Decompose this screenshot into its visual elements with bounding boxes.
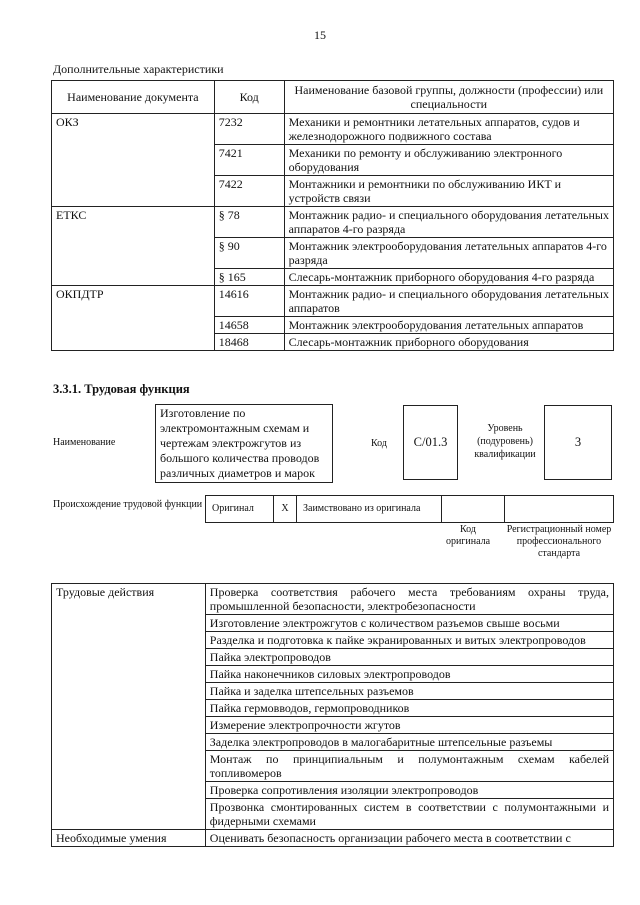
code-cell: § 165 [214,269,284,286]
name-label: Наименование [53,437,116,448]
labor-action-cell: Заделка электропроводов в малогабаритные штепсельные разъемы [205,734,613,751]
labor-action-label: Трудовые действия [52,584,206,830]
occupation-cell: Монтажники и ремонтники по обслуживанию ИКТ и устройств связи [284,176,613,207]
header-document: Наименование документа [52,81,215,114]
document-cell: ОКЗ [52,114,215,207]
table-row [52,207,614,238]
code-cell: 7421 [214,145,284,176]
section-title: 3.3.1. Трудовая функция [53,382,190,396]
code-cell: 7232 [214,114,284,145]
labor-action-cell: Проверка сопротивления изоляции электропроводов [205,782,613,799]
function-details-table [51,583,614,847]
origin-table [205,495,614,523]
page-number: 15 [314,28,326,42]
table-row [52,584,614,615]
labor-action-cell: Прозвонка смонтированных систем в соответствии с полумонтажными и фидерными схемами [205,799,613,830]
origin-code-cell [442,496,505,523]
required-skill-cell: Оценивать безопасность организации рабочего места в соответствии с [205,830,613,847]
table-row [52,830,614,847]
occupation-cell: Монтажник радио- и специального оборудования летательных аппаратов 4-го разряда [284,207,613,238]
origin-reg-number-cell [505,496,614,523]
additional-characteristics-table [51,80,614,351]
document-cell: ОКПДТР [52,286,215,351]
function-code-box: С/01.3 [403,405,458,480]
origin-code-caption: Код оригинала [445,524,491,547]
header-occupation: Наименование базовой группы, должности (профессии) или специальности [284,81,613,114]
table-row [52,114,614,145]
labor-action-cell: Пайка и заделка штепсельных разъемов [205,683,613,700]
occupation-cell: Слесарь-монтажник приборного оборудования [284,334,613,351]
labor-action-cell: Монтаж по принципиальным и полумонтажным схемам кабелей топливомеров [205,751,613,782]
qualification-level-box: 3 [544,405,612,480]
required-skill-label: Необходимые умения [52,830,206,847]
origin-borrowed-cell: Заимствовано из оригинала [297,496,442,523]
table-row [52,286,614,317]
code-cell: § 78 [214,207,284,238]
occupation-cell: Слесарь-монтажник приборного оборудования 4-го разряда [284,269,613,286]
code-cell: 14658 [214,317,284,334]
occupation-cell: Механики по ремонту и обслуживанию электронного оборудования [284,145,613,176]
origin-original-cell: Оригинал [206,496,274,523]
origin-original-mark: X [274,496,297,523]
occupation-cell: Монтажник радио- и специального оборудования летательных аппаратов [284,286,613,317]
labor-action-cell: Пайка наконечников силовых электропроводов [205,666,613,683]
origin-reg-number-caption: Регистрационный номер профессионального стандарта [506,524,612,559]
occupation-cell: Механики и ремонтники летательных аппаратов, судов и железнодорожного подвижного состава [284,114,613,145]
labor-action-cell: Разделка и подготовка к пайке экранированных и витых электропроводов [205,632,613,649]
header-code: Код [214,81,284,114]
code-cell: 14616 [214,286,284,317]
labor-action-cell: Пайка электропроводов [205,649,613,666]
code-cell: § 90 [214,238,284,269]
function-name-box: Изготовление по электромонтажным схемам и чертежам электрожгутов из большого количества проводов различных диаметров и марок [155,404,333,483]
qualification-level-label: Уровень (подуровень) квалификации [474,423,536,460]
labor-action-cell: Измерение электропрочности жгутов [205,717,613,734]
origin-label: Происхождение трудовой функции [53,499,203,510]
code-label: Код [371,438,387,449]
occupation-cell: Монтажник электрооборудования летательных аппаратов [284,317,613,334]
additional-characteristics-caption: Дополнительные характеристики [53,62,224,76]
code-cell: 7422 [214,176,284,207]
occupation-cell: Монтажник электрооборудования летательных аппаратов 4-го разряда [284,238,613,269]
labor-action-cell: Проверка соответствия рабочего места требованиям охраны труда, промышленной безопасности, электробезопасности [205,584,613,615]
code-cell: 18468 [214,334,284,351]
table-header-row [52,81,614,114]
labor-action-cell: Пайка гермовводов, гермопроводников [205,700,613,717]
document-cell: ЕТКС [52,207,215,286]
labor-action-cell: Изготовление электрожгутов с количеством разъемов свыше восьми [205,615,613,632]
